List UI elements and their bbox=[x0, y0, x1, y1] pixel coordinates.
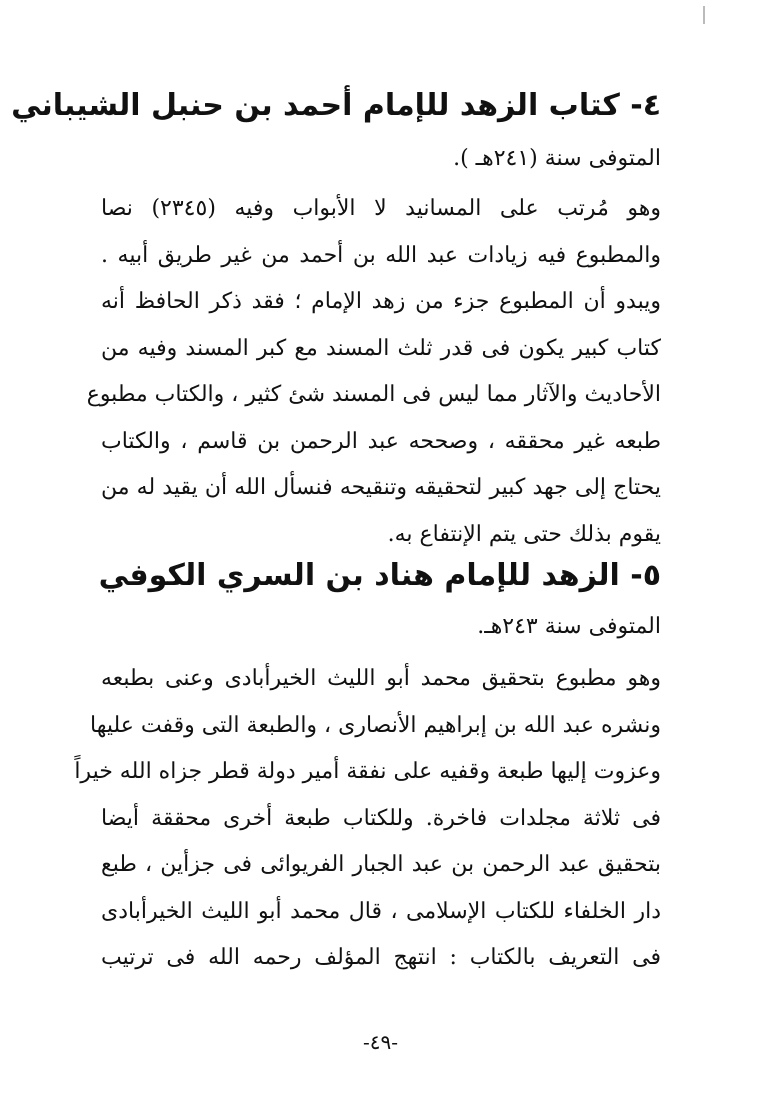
section-5-line: وهو مطبوع بتحقيق محمد أبو الليث الخيرأبادى وعنى بطبعه bbox=[101, 666, 661, 691]
page-number: -٤٩- bbox=[362, 1030, 398, 1054]
section-5-line: بتحقيق عبد الرحمن بن عبد الجبار الفريوائى فى جزأين ، طبع bbox=[101, 852, 661, 877]
section-4-line: وهو مُرتب على المسانيد لا الأبواب وفيه (٢٣٤٥) نصا bbox=[101, 196, 661, 221]
section-5-line: وعزوت إليها طبعة وقفيه على نفقة أمير دولة قطر جزاه الله خيراً bbox=[74, 759, 661, 784]
section-4-line: ويبدو أن المطبوع جزء من زهد الإمام ؛ فقد ذكر الحافظ أنه bbox=[101, 289, 661, 314]
section-4-line: طبعه غير محققه ، وصححه عبد الرحمن بن قاسم ، والكتاب bbox=[101, 428, 661, 454]
section-4-heading: ٤- كتاب الزهد للإمام أحمد بن حنبل الشيباني bbox=[11, 88, 661, 123]
section-4-line: والمطبوع فيه زيادات عبد الله بن أحمد من غير طريق أبيه . bbox=[101, 242, 661, 268]
section-5-death-year: المتوفى سنة ٢٤٣هـ. bbox=[477, 614, 661, 639]
section-5-line: دار الخلفاء للكتاب الإسلامى ، قال محمد أبو الليث الخيرأبادى bbox=[101, 898, 661, 924]
section-5-heading: ٥- الزهد للإمام هناد بن السري الكوفي bbox=[98, 558, 661, 593]
corner-mark bbox=[703, 6, 705, 24]
section-5-line: فى التعريف بالكتاب : انتهج المؤلف رحمه الله فى ترتيب bbox=[101, 945, 661, 970]
section-5-line: ونشره عبد الله بن إبراهيم الأنصارى ، والطبعة التى وقفت عليها bbox=[89, 712, 661, 738]
section-4-line: كتاب كبير يكون فى قدر ثلث المسند مع كبر المسند وفيه من bbox=[101, 335, 661, 361]
section-5-body bbox=[74, 656, 661, 982]
section-4-line: يقوم بذلك حتى يتم الإنتفاع به. bbox=[387, 521, 661, 547]
section-4-line: يحتاج إلى جهد كبير لتحقيقه وتنقيحه فنسأل الله أن يقيد له من bbox=[101, 475, 661, 500]
section-5-line: فى ثلاثة مجلدات فاخرة. وللكتاب طبعة أخرى محققة أيضا bbox=[101, 805, 661, 831]
section-4-body bbox=[86, 186, 661, 558]
section-4-line: الأحاديث والآثار مما ليس فى المسند شئ كثير ، والكتاب مطبوع bbox=[86, 382, 661, 407]
section-4-death-year: المتوفى سنة (٢٤١هـ ). bbox=[453, 146, 661, 171]
